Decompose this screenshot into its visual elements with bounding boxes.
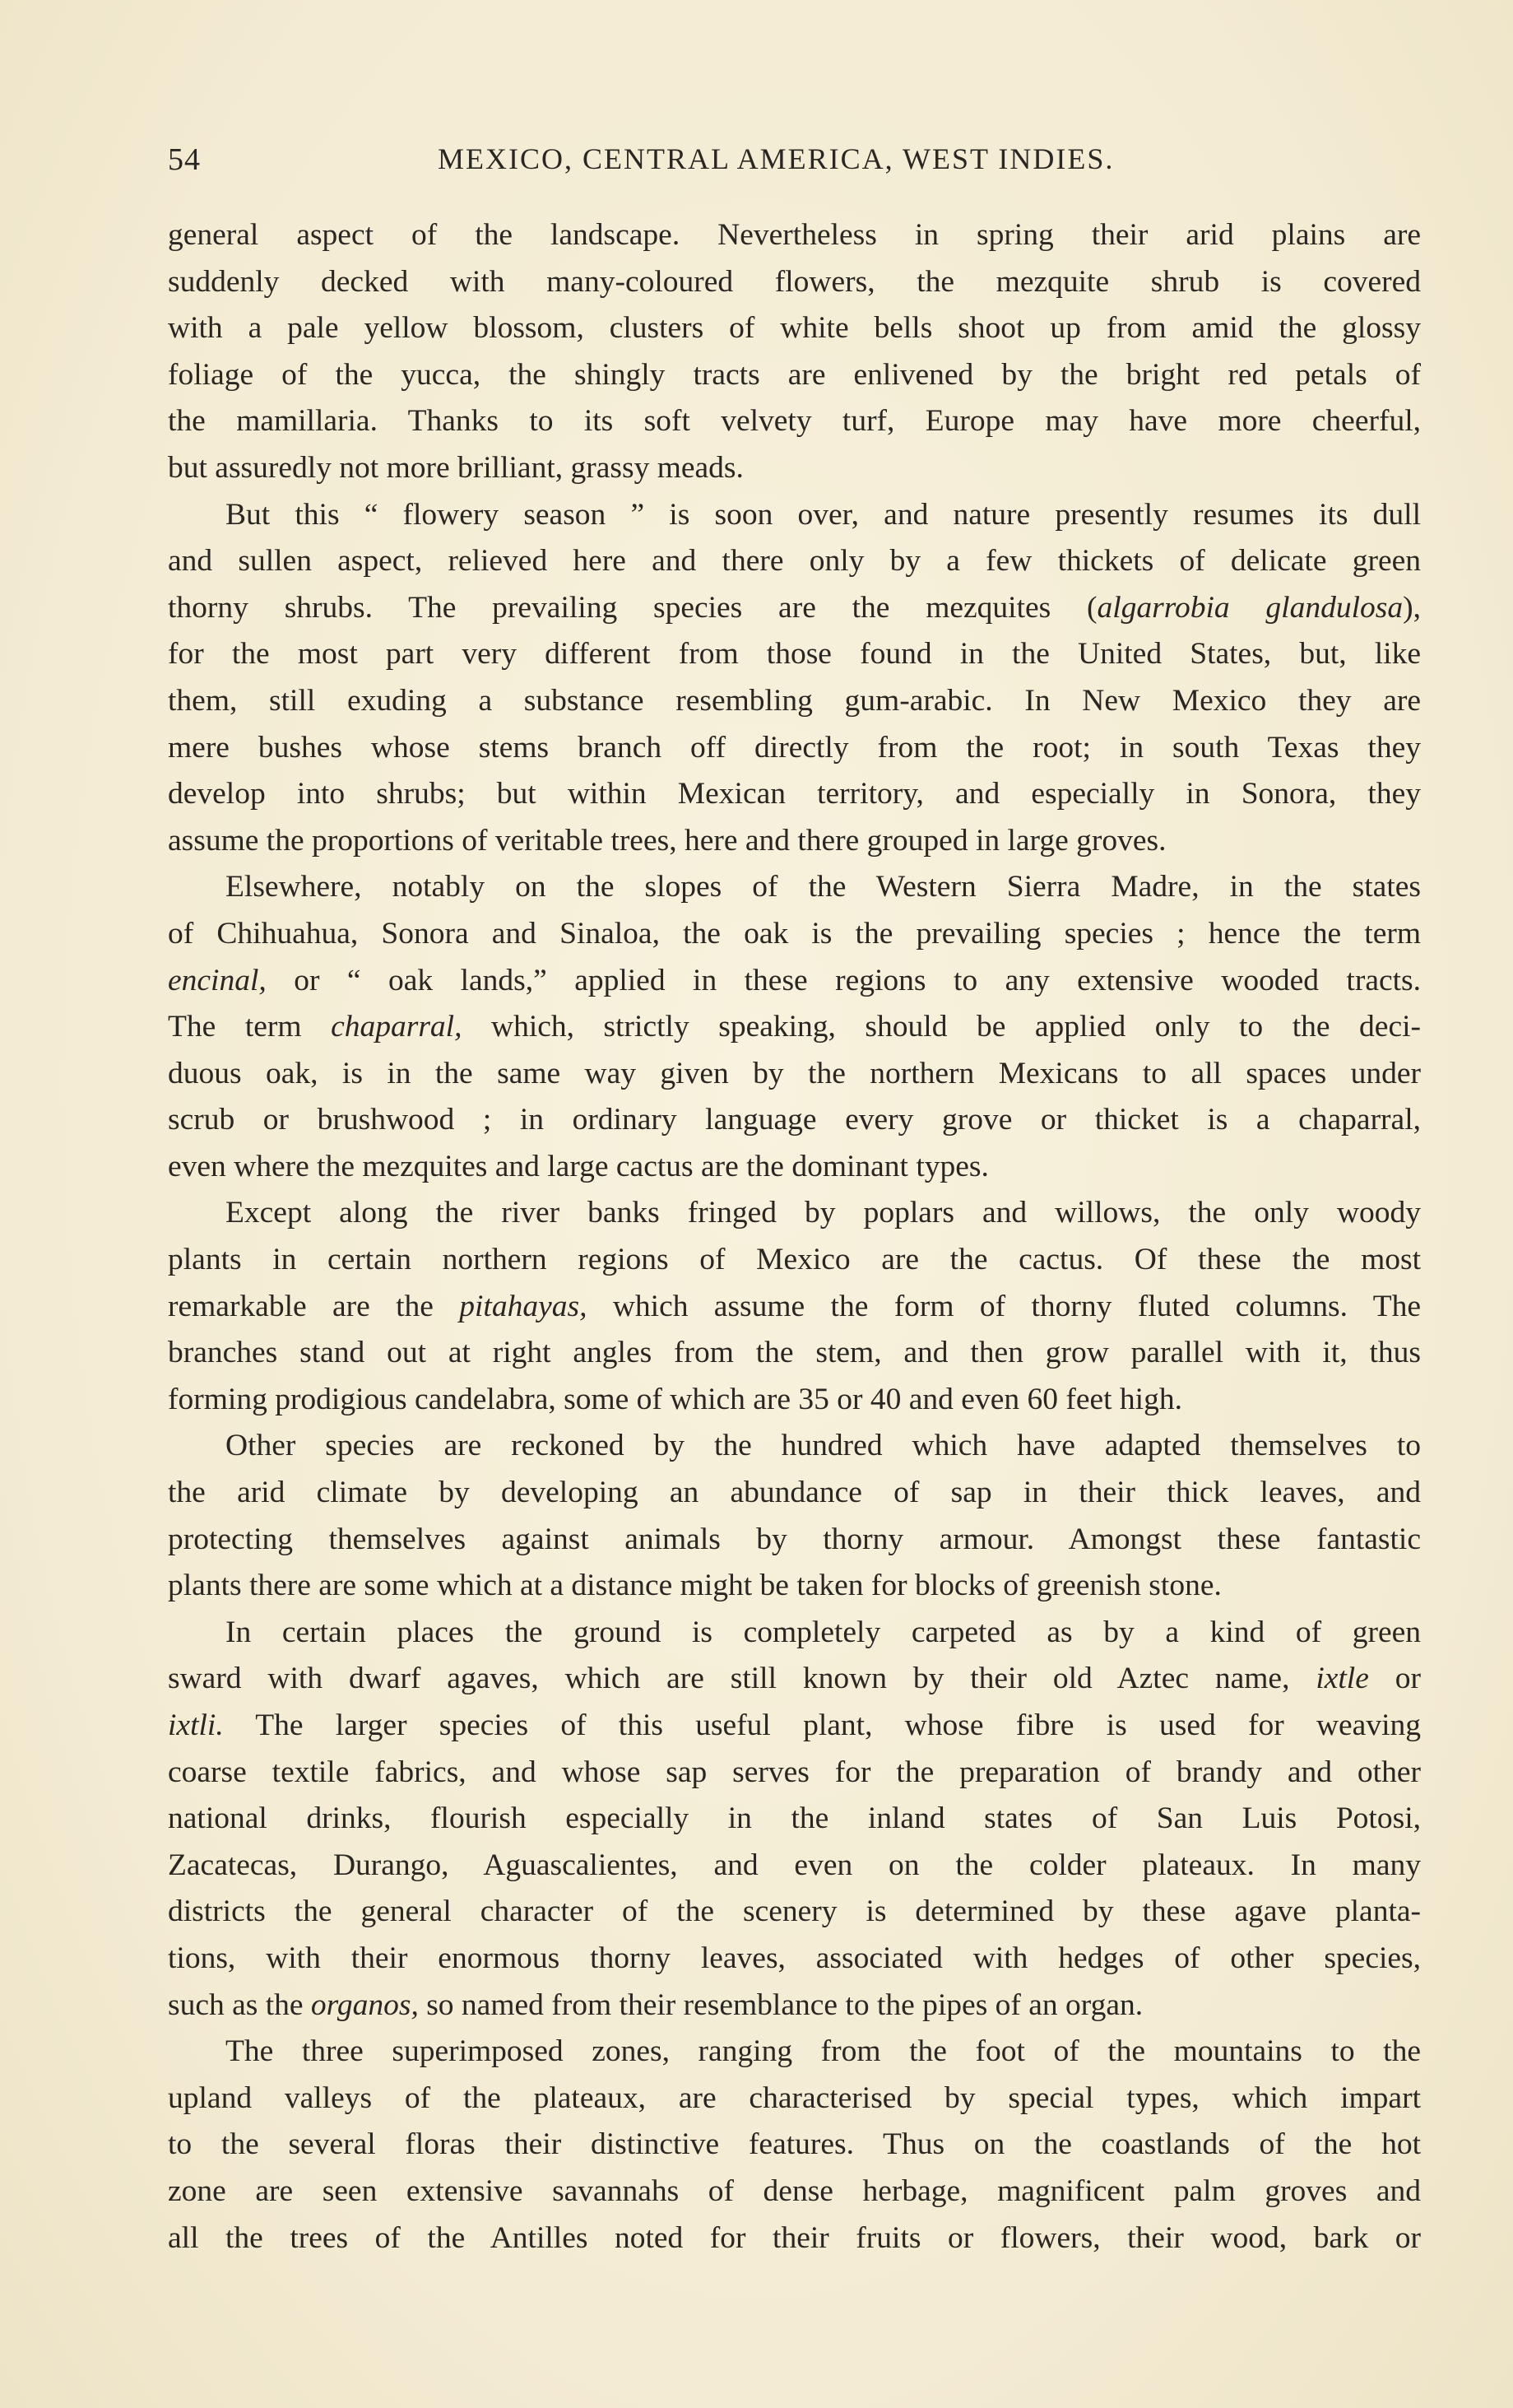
text-line: and sullen aspect, relieved here and there only by a few thickets of delicate green [168, 544, 1421, 579]
text-line: all the trees of the Antilles noted for their fruits or flowers, their wood, bark or [168, 2220, 1421, 2255]
text-line: upland valleys of the plateaux, are characterised by special types, which impart [168, 2080, 1421, 2115]
text-line: branches stand out at right angles from the stem, and then grow parallel with it, thus [168, 1336, 1421, 1370]
text-line: Except along the river banks fringed by poplars and willows, the only woody [225, 1196, 1421, 1230]
text-line: to the several floras their distinctive features. Thus on the coastlands of the hot [168, 2127, 1421, 2162]
text-line: sward with dwarf agaves, which are still known by their old Aztec name, ixtle or [168, 1662, 1421, 1696]
text-line: Elsewhere, notably on the slopes of the Western Sierra Madre, in the states [225, 870, 1421, 904]
text-line: In certain places the ground is completely carpeted as by a kind of green [225, 1615, 1421, 1649]
italic-term: algarrobia glandulosa [1097, 590, 1404, 625]
text-line: forming prodigious candelabra, some of which are 35 or 40 and even 60 feet high. [168, 1382, 1182, 1416]
text-line: foliage of the yucca, the shingly tracts are enlivened by the bright red petals of [168, 357, 1421, 392]
text-line: remarkable are the pitahayas, which assume the form of thorny fluted columns. The [168, 1289, 1421, 1323]
text-line: suddenly decked with many-coloured flowers, the mezquite shrub is covered [168, 264, 1421, 299]
running-title: MEXICO, CENTRAL AMERICA, WEST INDIES. [438, 142, 1115, 175]
text-line: thorny shrubs. The prevailing species are the mezquites (algarrobia glandulosa), [168, 590, 1421, 625]
italic-term: organos, [310, 1987, 419, 2022]
text-line: national drinks, flourish especially in the inland states of San Luis Potosi, [168, 1801, 1421, 1836]
text-line: plants in certain northern regions of Mexico are the cactus. Of these the most [168, 1243, 1421, 1277]
text-line: but assuredly not more brilliant, grassy meads. [168, 450, 744, 485]
text-line: such as the organos, so named from their resemblance to the pipes of an organ. [168, 1987, 1144, 2022]
italic-term: pitahayas, [459, 1289, 587, 1323]
text-line: of Chihuahua, Sonora and Sinaloa, the oak is the prevailing species ; hence the term [168, 916, 1421, 951]
text-line: the arid climate by developing an abundance of sap in their thick leaves, and [168, 1476, 1421, 1510]
text-line: duous oak, is in the same way given by the northern Mexicans to all spaces under [168, 1056, 1421, 1090]
text-line: The term chaparral, which, strictly speaking, should be applied only to the deci- [168, 1010, 1421, 1044]
italic-term: encinal, [168, 963, 267, 997]
text-line: plants there are some which at a distance might be taken for blocks of greenish stone. [168, 1569, 1222, 1603]
italic-term: ixtli. [168, 1708, 224, 1742]
text-line: Zacatecas, Durango, Aguascalientes, and even on the colder plateaux. In many [168, 1848, 1421, 1882]
page-header [168, 142, 1427, 183]
text-line: develop into shrubs; but within Mexican territory, and especially in Sonora, they [168, 777, 1421, 811]
text-line: mere bushes whose stems branch off directly from the root; in south Texas they [168, 730, 1421, 765]
text-line: for the most part very different from those found in the United States, but, like [168, 637, 1421, 672]
text-line: The three superimposed zones, ranging from the foot of the mountains to the [225, 2034, 1421, 2069]
text-line: general aspect of the landscape. Nevertheless in spring their arid plains are [168, 218, 1421, 252]
text-line: districts the general character of the scenery is determined by these agave planta- [168, 1894, 1421, 1929]
text-line: Other species are reckoned by the hundred which have adapted themselves to [225, 1429, 1421, 1463]
text-line: ixtli. The larger species of this useful plant, whose fibre is used for weaving [168, 1708, 1421, 1742]
text-line: them, still exuding a substance resembling gum-arabic. In New Mexico they are [168, 683, 1421, 718]
italic-term: chaparral, [331, 1010, 462, 1044]
italic-term: ixtle [1316, 1662, 1369, 1696]
text-line: scrub or brushwood ; in ordinary language every grove or thicket is a chaparral, [168, 1103, 1421, 1137]
text-line: tions, with their enormous thorny leaves, associated with hedges of other species, [168, 1941, 1421, 1975]
text-line: zone are seen extensive savannahs of dense herbage, magnificent palm groves and [168, 2173, 1421, 2208]
text-line: encinal, or “ oak lands,” applied in these regions to any extensive wooded tracts. [168, 963, 1421, 997]
text-line: coarse textile fabrics, and whose sap serves for the preparation of brandy and other [168, 1755, 1421, 1789]
text-line: protecting themselves against animals by thorny armour. Amongst these fantastic [168, 1522, 1421, 1556]
text-line: with a pale yellow blossom, clusters of white bells shoot up from amid the glossy [168, 311, 1421, 346]
body-text [168, 212, 1421, 2262]
text-line: the mamillaria. Thanks to its soft velvety turf, Europe may have more cheerful, [168, 404, 1421, 439]
text-line: assume the proportions of veritable trees, here and there grouped in large groves. [168, 823, 1167, 858]
page-number: 54 [168, 142, 201, 177]
text-line: But this “ flowery season ” is soon over, and nature presently resumes its dull [225, 497, 1421, 532]
text-line: even where the mezquites and large cactus are the dominant types. [168, 1149, 989, 1183]
